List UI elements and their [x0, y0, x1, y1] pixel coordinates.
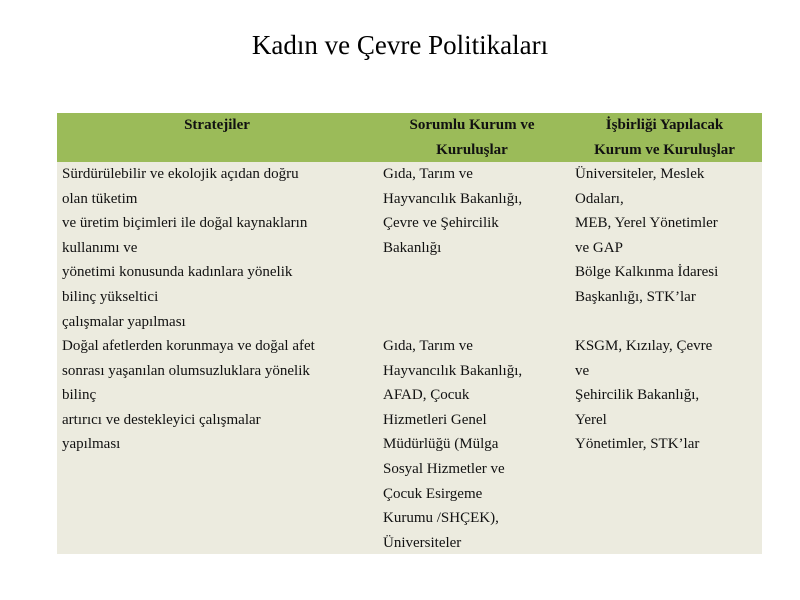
cell-line: artırıcı ve destekleyici çalışmalar	[62, 411, 261, 428]
cell-line: Bölge Kalkınma İdaresi	[575, 264, 719, 281]
responsible-cell	[383, 334, 567, 555]
cooperation-cell	[575, 162, 762, 310]
cell-line: Hayvancılık Bakanlığı,	[383, 362, 523, 379]
cell-line: olan tüketim	[62, 190, 138, 207]
header-cooperation-line-1: İşbirliği Yapılacak	[605, 117, 724, 133]
responsible-cell	[383, 162, 567, 260]
cell-line: Müdürlüğü (Mülga	[383, 436, 499, 453]
cell-line: Gıda, Tarım ve	[383, 166, 473, 182]
header-responsible-line-2: Kuruluşlar	[436, 141, 508, 158]
cell-line: Odaları,	[575, 190, 624, 207]
cell-line: Gıda, Tarım ve	[383, 338, 473, 354]
cell-line: Üniversiteler, Meslek	[575, 166, 705, 182]
page-title: Kadın ve Çevre Politikaları	[251, 30, 549, 60]
cell-line: çalışmalar yapılması	[62, 313, 186, 330]
cell-line: Sosyal Hizmetler ve	[383, 460, 505, 477]
cell-line: yapılması	[62, 436, 121, 453]
cell-line: Doğal afetlerden korunmaya ve doğal afet	[62, 338, 315, 354]
header-strategies	[57, 113, 377, 138]
cell-line: Çevre ve Şehircilik	[383, 215, 499, 232]
cell-line: Başkanlığı, STK’lar	[575, 288, 696, 305]
cell-line: yönetimi konusunda kadınlara yönelik	[62, 264, 293, 281]
cell-line: Şehircilik Bakanlığı,	[575, 387, 700, 404]
cell-line: KSGM, Kızılay, Çevre	[575, 338, 713, 354]
cell-line: Bakanlığı	[383, 239, 442, 256]
header-cooperation-line-2: Kurum ve Kuruluşlar	[594, 141, 735, 158]
cell-line: bilinç	[62, 387, 97, 404]
cell-line: Çocuk Esirgeme	[383, 485, 483, 502]
cell-line: Sürdürülebilir ve ekolojik açıdan doğru	[62, 166, 299, 182]
table-body	[57, 162, 762, 554]
header-responsible-line-1: Sorumlu Kurum ve	[409, 117, 535, 133]
cell-line: kullanımı ve	[62, 239, 138, 256]
cell-line: ve	[575, 362, 590, 379]
cell-line: Hayvancılık Bakanlığı,	[383, 190, 523, 207]
cell-line: Üniversiteler	[383, 534, 462, 551]
cell-line: bilinç yükseltici	[62, 288, 159, 305]
cell-line: Yerel	[575, 411, 607, 428]
header-responsible-institutions	[377, 113, 567, 162]
table-header-row	[57, 113, 762, 162]
cell-line: Kurumu /SHÇEK),	[383, 510, 499, 527]
cell-line: Hizmetleri Genel	[383, 411, 487, 428]
cell-line: Yönetimler, STK’lar	[575, 436, 700, 453]
header-strategies-line: Stratejiler	[184, 117, 250, 133]
policy-table	[57, 113, 762, 554]
cell-line: ve üretim biçimleri ile doğal kaynakların	[62, 215, 308, 232]
table-row	[57, 162, 762, 334]
cell-line: sonrası yaşanılan olumsuzluklara yönelik	[62, 362, 310, 379]
cell-line: ve GAP	[575, 239, 623, 256]
table-row	[57, 334, 762, 554]
strategy-cell	[62, 162, 377, 334]
cell-line: MEB, Yerel Yönetimler	[575, 215, 718, 232]
cooperation-cell	[575, 334, 762, 457]
header-cooperation-institutions	[567, 113, 762, 162]
cell-line: AFAD, Çocuk	[383, 387, 470, 404]
strategy-cell	[62, 334, 377, 457]
